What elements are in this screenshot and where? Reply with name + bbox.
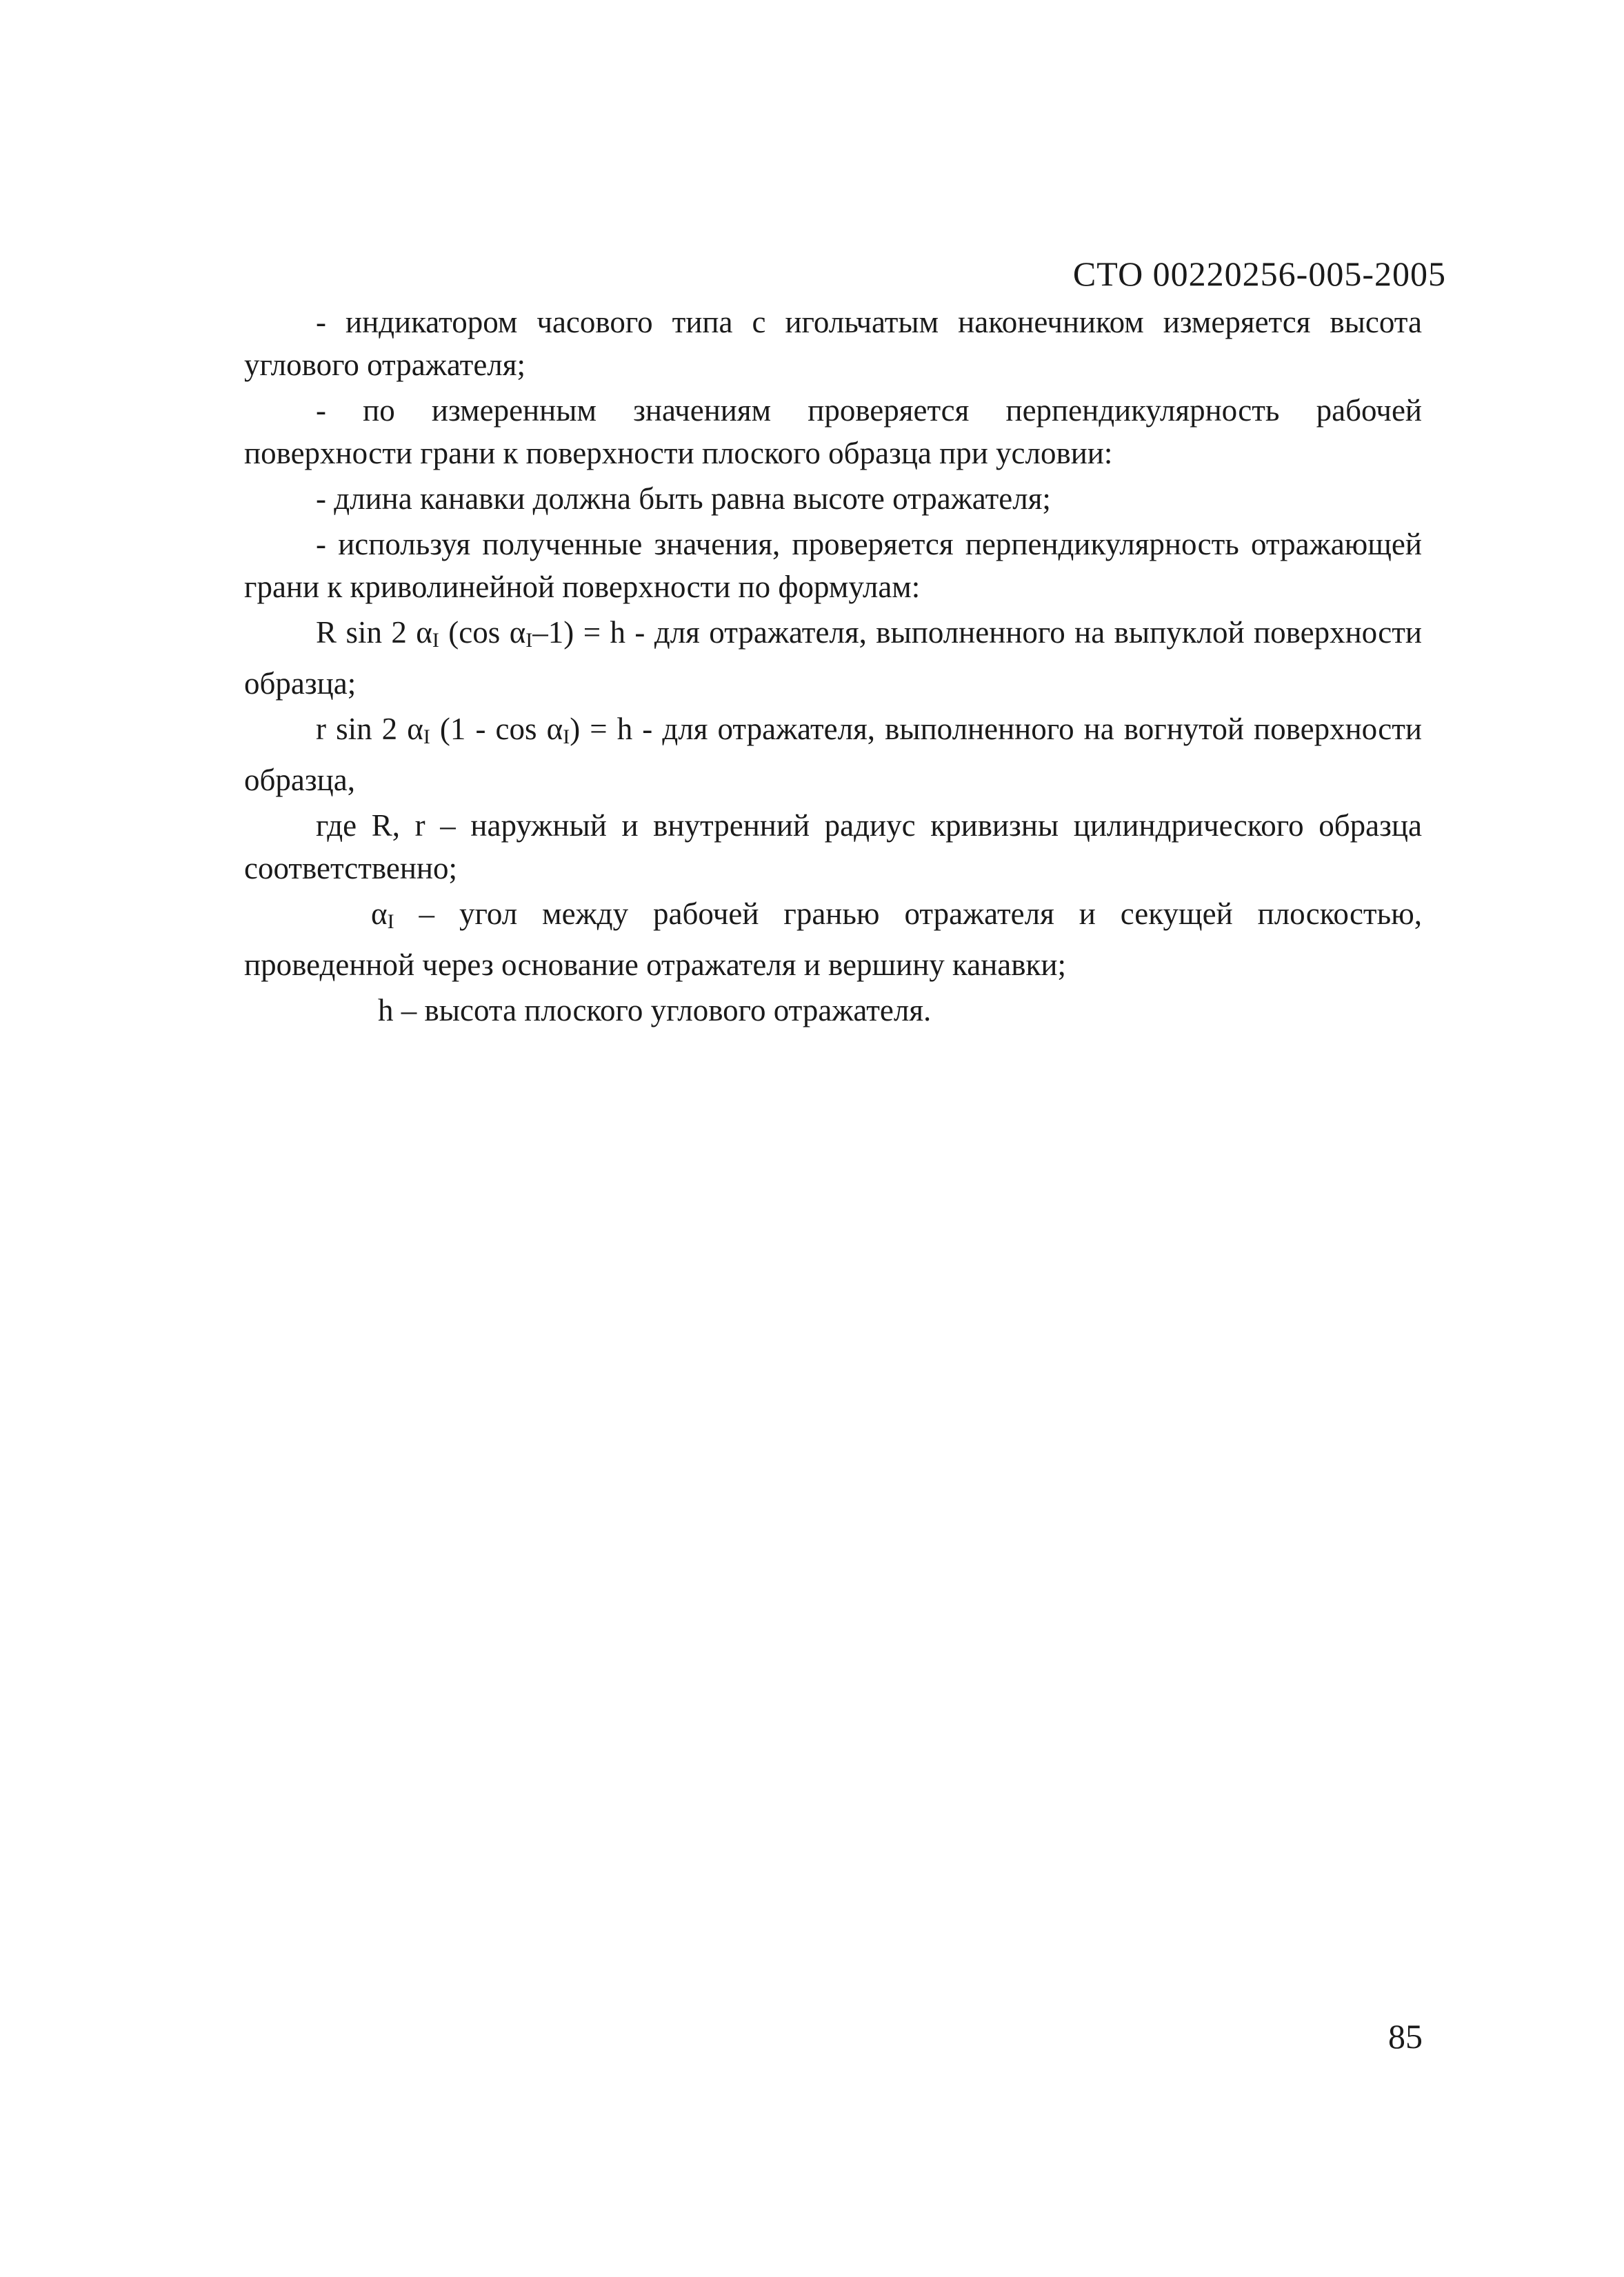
- formula-convex-part-2: (cos α: [439, 615, 526, 650]
- angle-symbol: α: [371, 896, 388, 931]
- formula-concave-part-3: ) = h - для отражателя, выполненного на вогнутой поверхности образца,: [244, 712, 1422, 797]
- formula-concave-part-1: r sin 2 α: [316, 712, 423, 746]
- paragraph-formulas-intro: - используя полученные значения, проверяется перпендикулярность отражающей грани к криволинейной поверхности по формулам:: [244, 527, 1422, 604]
- angle-subscript: I: [387, 910, 394, 933]
- body-text: [244, 301, 1422, 1032]
- paragraph-height-definition: h – высота плоского углового отражателя.: [378, 993, 932, 1027]
- angle-definition-text: – угол между рабочей гранью отражателя и секущей плоскостью, проведенной через основание отражателя и вершину канавки;: [244, 896, 1422, 982]
- paragraph-groove-length: - длина канавки должна быть равна высоте отражателя;: [316, 481, 1051, 516]
- formula-convex-part-1: R sin 2 α: [316, 615, 432, 650]
- formula-convex: [244, 611, 1422, 705]
- document-code: СТО 00220256-005-2005: [1072, 254, 1446, 293]
- paragraph-radius-definition: где R, r – наружный и внутренний радиус кривизны цилиндрического образца соответственно;: [244, 808, 1422, 885]
- paragraph-indicator: - индикатором часового типа с игольчатым наконечником измеряется высота углового отражателя;: [244, 305, 1422, 382]
- formula-concave-part-2: (1 - cos α: [430, 712, 563, 746]
- formula-convex-part-3: –1) = h - для отражателя, выполненного на выпуклой поверхности образца;: [244, 615, 1422, 701]
- page-number: 85: [1388, 2017, 1423, 2056]
- formula-concave: [244, 708, 1422, 801]
- formula-concave-subscript-1: I: [423, 725, 430, 748]
- formula-convex-subscript-1: I: [432, 629, 439, 652]
- formula-concave-subscript-2: I: [563, 725, 570, 748]
- formula-convex-subscript-2: I: [525, 629, 533, 652]
- paragraph-perpendicularity-check: - по измеренным значениям проверяется перпендикулярность рабочей поверхности грани к поверхности плоского образца при условии:: [244, 393, 1422, 470]
- paragraph-angle-definition: [244, 892, 1422, 986]
